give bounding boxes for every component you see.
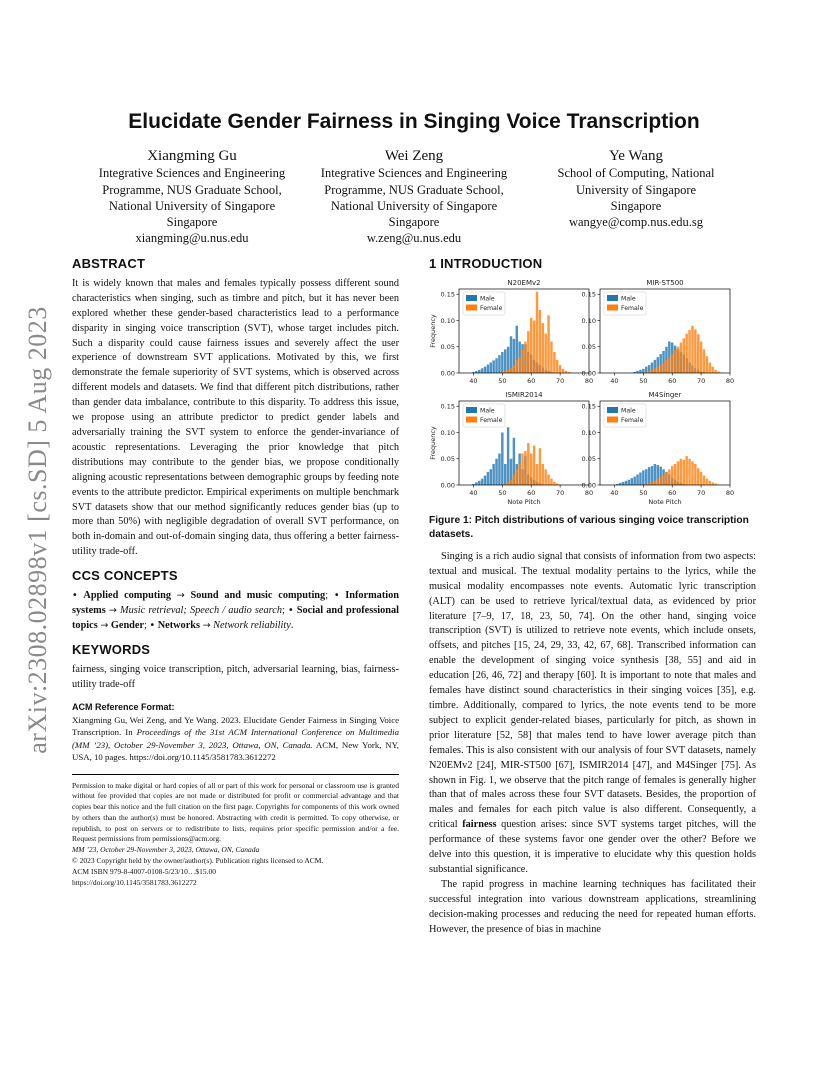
y-tick-label: 0.15 — [581, 290, 596, 299]
bar-male — [628, 480, 630, 485]
ccs-main: Social and professional topics — [72, 604, 399, 631]
permission-block — [72, 774, 399, 889]
author-affiliation: Integrative Sciences and Engineering — [98, 166, 286, 181]
y-tick-label: 0.15 — [440, 290, 455, 299]
bar-female — [709, 481, 711, 485]
bar-female — [668, 357, 670, 373]
y-tick-label: 0.10 — [440, 316, 455, 325]
ccs-detail: Music retrieval; Speech / audio search — [120, 604, 282, 616]
permission-conf: MM ’23, October 29-November 3, 2023, Ottawa, ON, Canada — [72, 845, 260, 855]
bar-female — [706, 356, 708, 373]
permission-copyright: © 2023 Copyright held by the owner/author(s). Publication rights licensed to ACM. — [72, 856, 324, 866]
legend-swatch — [466, 295, 477, 301]
bar-male — [492, 360, 494, 373]
author-affiliation: Integrative Sciences and Engineering — [320, 166, 508, 181]
author-affiliation: Programme, NUS Graduate School, — [324, 182, 504, 197]
bar-female — [674, 464, 676, 485]
x-tick-label: 40 — [469, 376, 478, 385]
bar-male — [495, 358, 497, 373]
x-tick-label: 40 — [610, 488, 619, 497]
bar-male — [481, 368, 483, 373]
bar-female — [700, 472, 702, 485]
x-tick-label: 60 — [668, 488, 677, 497]
permission-doi[interactable]: https://doi.org/10.1145/3581783.3612272 — [72, 877, 197, 887]
x-tick-label: 40 — [469, 488, 478, 497]
bar-female — [657, 367, 659, 373]
bar-female — [683, 338, 685, 373]
y-tick-label: 0.00 — [440, 481, 455, 490]
bar-female — [521, 349, 523, 373]
x-tick-label: 60 — [527, 488, 536, 497]
x-axis-label: Note Pitch — [648, 497, 682, 506]
bar-female — [662, 362, 664, 373]
bar-male — [636, 474, 638, 485]
bar-male — [642, 470, 644, 485]
reference-authors: Xiangming Gu, Wei Zeng, and Ye Wang. 2023. Elucidate Gender Fairness in Singing Voice Transcription. In — [72, 714, 399, 738]
abstract-heading: ABSTRACT — [72, 256, 146, 271]
y-tick-label: 0.05 — [440, 342, 455, 351]
intro-paragraph-1 — [429, 550, 756, 878]
bar-male — [492, 464, 494, 485]
bar-female — [651, 370, 653, 373]
bar-male — [478, 370, 480, 373]
bar-female — [659, 477, 661, 485]
legend-label: Female — [621, 304, 644, 312]
legend-swatch — [607, 295, 618, 301]
bar-female — [547, 474, 549, 485]
y-tick-label: 0.15 — [581, 402, 596, 411]
bar-female — [510, 368, 512, 373]
author-name: Ye Wang — [608, 148, 664, 164]
ccs-main: Networks — [157, 619, 201, 631]
permission-text: Permission to make digital or hard copies of all or part of this work for personal or classroom use is granted without fee provided that copies are not made or distributed for profit or commercial advantage and that copies bear this notice and the full citation on the first page. Copyrights for components of this work owned by others than the author(s) must be honored. Abstracting with credit is permitted. To copy otherwise, or republish, to post on servers or to redistribute to lists, requires prior specific permission and/or a fee. Request permissions from permissions@acm.org. — [72, 780, 399, 844]
bar-female — [665, 472, 667, 485]
bar-female — [677, 461, 679, 485]
y-tick-label: 0.10 — [440, 428, 455, 437]
legend-label: Male — [621, 295, 636, 303]
bar-female — [542, 323, 544, 373]
bar-male — [631, 478, 633, 485]
legend-swatch — [466, 416, 477, 422]
legend-label: Female — [480, 304, 503, 312]
bar-female — [559, 365, 561, 373]
author-affiliation: National University of Singapore — [330, 198, 498, 213]
bar-male — [648, 467, 650, 485]
reference-venue: Proceedings of the 31st ACM International Conference on Multimedia (MM ’23), October 29-November 3, 2023, Ottawa, ON, Canada. — [72, 727, 399, 750]
bar-female — [659, 365, 661, 373]
bar-female — [550, 341, 552, 373]
x-tick-label: 50 — [498, 488, 507, 497]
x-tick-label: 50 — [639, 488, 648, 497]
chart-title: M4Singer — [648, 390, 682, 399]
author-name: Wei Zeng — [384, 148, 444, 164]
bar-male — [490, 469, 492, 485]
author-affiliation: University of Singapore — [575, 182, 697, 197]
abstract-text: It is widely known that males and females typically possess different sound characteristics when singing, such as timbre and pitch, but it has never been explored whether these gender-based characteristics lead to a performance disparity in singing voice transcription (SVT), whose target includes pitch. Such a disparity could cause fairness issues and severely affect the user experience of downstream SVT applications. Motivated by this, we first demonstrate the female superiority of SVT systems, which is observed across different models and datasets. We find that different pitch distributions, rather than gender data imbalance, contribute to this disparity. To address this issue, we propose using an attribute predictor to predict gender labels and adversarially training the SVT system to enforce the gender-invariance of acoustic representations. Leveraging the prior knowledge that pitch distributions may contribute to the gender bias, we propose conditionally aligning acoustic representations between demographic groups by feeding note events to the attribute predictor. Empirical experiments on multiple benchmark SVT datasets show that our method significantly reduces gender bias (up to more than 50%) with negligible degradation of overall SVT performance, on both in-domain and out-of-domain singing data, thus offering a better fairness-utility trade-off. — [72, 277, 399, 558]
y-tick-label: 0.15 — [440, 402, 455, 411]
x-tick-label: 40 — [610, 376, 619, 385]
reference-heading: ACM Reference Format: — [72, 702, 175, 713]
bar-female — [524, 341, 526, 373]
legend-label: Male — [480, 295, 495, 303]
bar-female — [530, 453, 532, 485]
bar-male — [484, 475, 486, 484]
bar-male — [487, 365, 489, 373]
y-tick-label: 0.10 — [581, 428, 596, 437]
bar-female — [694, 329, 696, 373]
y-axis-label: Frequency — [429, 314, 437, 348]
bar-female — [685, 334, 687, 373]
bar-female — [530, 318, 532, 373]
bar-female — [714, 370, 716, 373]
bar-male — [645, 469, 647, 485]
bar-female — [544, 469, 546, 485]
reference-format — [72, 701, 399, 763]
bar-female — [544, 334, 546, 373]
bar-female — [662, 474, 664, 485]
bar-female — [688, 459, 690, 485]
x-tick-label: 80 — [725, 488, 735, 497]
y-tick-label: 0.05 — [581, 454, 596, 463]
bar-female — [536, 292, 538, 373]
x-tick-label: 80 — [725, 376, 735, 385]
bar-female — [507, 370, 509, 373]
bar-male — [507, 347, 509, 373]
bar-female — [539, 310, 541, 373]
x-tick-label: 70 — [696, 376, 706, 385]
figure-caption: Figure 1: Pitch distributions of various singing voice transcription datasets. — [429, 514, 749, 540]
x-tick-label: 50 — [498, 376, 507, 385]
bar-female — [671, 354, 673, 373]
bar-female — [533, 320, 535, 373]
legend-label: Male — [621, 407, 636, 415]
bar-male — [501, 352, 503, 373]
bar-female — [685, 456, 687, 485]
bar-female — [665, 360, 667, 373]
reference-tail: ACM, New York, NY, USA, 10 pages. https://doi.org/10.1145/3581783.3612272 — [72, 739, 399, 763]
bar-male — [475, 482, 477, 485]
bar-female — [703, 349, 705, 373]
bar-male — [490, 362, 492, 373]
paper-title: Elucidate Gender Fairness in Singing Voice Transcription — [128, 110, 700, 133]
arxiv-id: arXiv:2308.02898v1 [cs.SD] 5 Aug 2023 — [23, 306, 52, 754]
bar-female — [711, 367, 713, 373]
bar-male — [507, 427, 509, 485]
bar-male — [495, 459, 497, 485]
bar-female — [518, 357, 520, 373]
bar-male — [504, 464, 506, 485]
bar-female — [694, 464, 696, 485]
right-column — [429, 257, 756, 937]
bar-female — [711, 482, 713, 485]
x-tick-label: 70 — [555, 376, 565, 385]
bar-male — [484, 367, 486, 373]
bar-female — [507, 482, 509, 485]
author-1 — [74, 148, 310, 247]
bar-female — [688, 330, 690, 373]
intro-paragraph-2: The rapid progress in machine learning techniques has facilitated their successful integration into various downstream applications, streamlining decision-making processes and reducing the need for repeated human efforts. However, the presence of bias in machine — [429, 878, 756, 935]
chart-title: ISMIR2014 — [505, 390, 543, 399]
bar-female — [697, 334, 699, 373]
bar-female — [654, 368, 656, 373]
bar-male — [481, 479, 483, 485]
legend-label: Female — [621, 416, 644, 424]
bar-male — [478, 481, 480, 485]
bar-female — [553, 352, 555, 373]
ccs-sub: Sound and music computing — [190, 590, 326, 602]
intro-p1-text-cont: question arises: since SVT systems target pitches, will the performance of these systems favor one gender over the other? Before we delve into this question, it is imperative to elucidate why this question holds substantial significance. — [429, 819, 756, 875]
bar-female — [513, 474, 515, 485]
author-email[interactable]: w.zeng@u.nus.edu — [366, 231, 462, 246]
bar-female — [510, 480, 512, 485]
bar-male — [498, 453, 500, 485]
y-tick-label: 0.05 — [581, 342, 596, 351]
legend-swatch — [607, 407, 618, 413]
x-tick-label: 80 — [584, 376, 594, 385]
bar-female — [657, 479, 659, 485]
author-affiliation: National University of Singapore — [108, 198, 276, 213]
bar-female — [680, 459, 682, 485]
bar-female — [683, 460, 685, 485]
bar-female — [536, 464, 538, 485]
y-tick-label: 0.00 — [581, 369, 596, 378]
bar-female — [697, 468, 699, 485]
legend-swatch — [466, 407, 477, 413]
bar-female — [553, 482, 555, 485]
bar-female — [527, 331, 529, 373]
bar-female — [516, 469, 518, 485]
bar-male — [633, 477, 635, 485]
permission-isbn: ACM ISBN 979-8-4007-0108-5/23/10…$15.00 — [72, 866, 216, 876]
author-affiliation: Programme, NUS Graduate School, — [102, 182, 282, 197]
author-affiliation: School of Computing, National — [557, 166, 715, 181]
ccs-sub: Gender — [110, 619, 145, 631]
ccs-main: Applied computing — [83, 590, 171, 602]
bar-male — [510, 336, 512, 373]
intro-heading: 1 INTRODUCTION — [429, 256, 543, 271]
bar-female — [524, 451, 526, 485]
legend-swatch — [607, 304, 618, 310]
chart-title: N20EMv2 — [507, 278, 541, 287]
author-2 — [296, 148, 532, 247]
legend-label: Female — [480, 416, 503, 424]
bar-female — [521, 453, 523, 485]
bar-female — [671, 466, 673, 485]
x-tick-label: 70 — [696, 488, 706, 497]
ccs-list: • Applied computing → Sound and music computing; • Information systems → Music retrieval; Speech / audio search; • Social and professional topics → Gender; • Networks → Network reliability. — [72, 590, 399, 631]
legend-swatch — [466, 304, 477, 310]
bar-female — [562, 369, 564, 373]
ccs-main: Information systems — [72, 590, 399, 616]
author-affiliation: Singapore — [610, 198, 662, 213]
bar-male — [639, 472, 641, 485]
author-affiliation: Singapore — [388, 215, 440, 230]
chart-title: MIR-ST500 — [646, 278, 684, 287]
bar-female — [651, 482, 653, 485]
ccs-heading: CCS CONCEPTS — [72, 568, 178, 584]
bar-female — [677, 347, 679, 373]
author-name: Xiangming Gu — [147, 148, 237, 164]
bar-female — [550, 479, 552, 485]
bar-female — [703, 475, 705, 484]
bar-female — [691, 461, 693, 485]
bar-female — [706, 479, 708, 485]
keywords-heading: KEYWORDS — [72, 641, 151, 657]
y-axis-label: Frequency — [429, 426, 437, 460]
bar-female — [547, 315, 549, 373]
bar-female — [516, 360, 518, 373]
y-tick-label: 0.10 — [581, 316, 596, 325]
bar-female — [674, 350, 676, 373]
intro-p1-text: Singing is a rich audio signal that consists of information from two aspects: textual and musical. The textual modality pertains to the lyrics, while the musical modality encompasses note events. Automatic lyric transcription (ALT) can be used to retrieve lyrical/textual data, as evidenced by prior literature [7–9, 17, 18, 23, 50, 74]. On the other hand, singing voice transcription (SVT) is utilized to retrieve note events, which include onsets, offsets, and pitches [15, 24, 29, 33, 42, 67, 68]. Transcribed information can enable the development of singing voice synthesis [38, 55] and aid in education [26, 46, 72] and therapy [60]. It is important to note that males and females have distinct sound characteristics in their singing voices [35], e.g. timbre. Additionally, compared to lyrics, the note events tend to be more subject to explicit gender-related biases, particularly for pitch, as shown in prior literature [52, 58] that males tend to have lower average pitch than females. This is also consistent with our analysis of four SVT datasets, namely N20EMv2 [24], MIR-ST500 [67], ISMIR2014 [47], and M4Singer [75]. As shown in Fig. 1, we observe that the pitch range of females is generally higher than that of males across these four SVT datasets. Besides, the proportion of males and females for each pitch value is also different. Consequently, a critical — [429, 550, 756, 831]
keywords-text: fairness, singing voice transcription, pitch, adversarial learning, bias, fairness-utility trade-off — [72, 663, 399, 690]
bar-female — [709, 362, 711, 373]
author-3 — [518, 148, 754, 230]
bar-female — [700, 341, 702, 373]
x-axis-label: Note Pitch — [507, 497, 541, 506]
bar-male — [487, 472, 489, 485]
legend-swatch — [607, 416, 618, 422]
arxiv-watermark — [6, 290, 70, 770]
ccs-detail: Network reliability — [213, 619, 291, 631]
author-email[interactable]: xiangming@u.nus.edu — [135, 231, 249, 246]
bar-female — [668, 469, 670, 485]
bar-female — [542, 464, 544, 485]
figure-1 — [429, 277, 756, 507]
x-tick-label: 70 — [555, 488, 565, 497]
bar-female — [513, 365, 515, 373]
x-tick-label: 80 — [584, 488, 594, 497]
y-tick-label: 0.00 — [581, 481, 596, 490]
x-tick-label: 50 — [639, 376, 648, 385]
x-tick-label: 60 — [527, 376, 536, 385]
bar-female — [654, 481, 656, 485]
bar-male — [642, 369, 644, 373]
legend-label: Male — [480, 407, 495, 415]
x-tick-label: 60 — [668, 376, 677, 385]
bar-male — [625, 481, 627, 485]
bar-male — [501, 432, 503, 485]
bar-male — [498, 355, 500, 373]
bar-female — [539, 448, 541, 485]
bar-male — [504, 349, 506, 373]
bar-female — [518, 464, 520, 485]
bar-female — [680, 342, 682, 372]
bar-male — [622, 482, 624, 485]
bar-female — [691, 326, 693, 373]
bar-male — [639, 370, 641, 373]
y-tick-label: 0.05 — [440, 454, 455, 463]
intro-p1-bold: fairness — [462, 819, 497, 831]
y-tick-label: 0.00 — [440, 369, 455, 378]
author-email[interactable]: wangye@comp.nus.edu.sg — [568, 215, 704, 230]
author-affiliation: Singapore — [166, 215, 218, 230]
bar-female — [533, 446, 535, 485]
left-column — [72, 257, 399, 888]
bar-female — [556, 360, 558, 373]
pitch-distribution-charts — [429, 277, 756, 507]
bar-female — [527, 443, 529, 485]
